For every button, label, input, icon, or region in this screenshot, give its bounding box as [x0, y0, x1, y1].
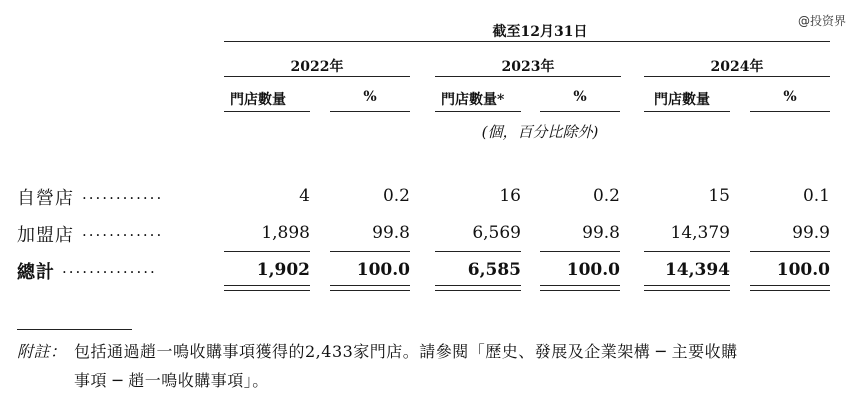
- total-double-rule-2024-count: [644, 290, 730, 291]
- cell-total-2023-pct: 100.0: [566, 260, 620, 280]
- total-top-rule-2023-pct: [540, 251, 620, 252]
- count-header-2024: 門店數量: [654, 92, 710, 108]
- row-leader-dots: ............: [82, 185, 164, 203]
- total-top-rule-2024-pct: [750, 251, 830, 252]
- sub-rule-pct-2023: [540, 111, 620, 112]
- footnote-label: 附註：: [17, 342, 67, 361]
- cell-total-2024-pct: 100.0: [776, 260, 830, 280]
- pct-header-2023: %: [573, 89, 587, 105]
- cell-franchise-2022-pct: 99.8: [372, 223, 410, 243]
- sub-rule-pct-2022: [330, 111, 410, 112]
- total-double-rule-2023-count: [435, 290, 521, 291]
- cell-self-2024-pct: 0.1: [802, 186, 830, 206]
- total-double-rule-2024-pct: [750, 285, 830, 286]
- cell-self-2023-count: 16: [499, 186, 521, 206]
- row-label-franchised: 加盟店: [17, 225, 74, 246]
- footnote-rule: [17, 329, 132, 330]
- cell-self-2022-pct: 0.2: [382, 186, 410, 206]
- year-rule-2023: [435, 76, 621, 77]
- cell-franchise-2023-pct: 99.8: [582, 223, 620, 243]
- count-header-2023: 門店數量*: [441, 92, 505, 108]
- footnote-line-1: 包括通過趙一鳴收購事項獲得的2,433家門店。請參閱「歷史、發展及企業架構 ─ 主要收購: [74, 342, 738, 361]
- total-double-rule-2022-pct: [330, 290, 410, 291]
- cell-franchise-2023-count: 6,569: [472, 223, 521, 243]
- year-2023: 2023年: [501, 59, 555, 75]
- total-top-rule-2024-count: [644, 251, 730, 252]
- cell-franchise-2024-pct: 99.9: [792, 223, 830, 243]
- sub-rule-count-2024: [644, 111, 730, 112]
- sub-rule-count-2022: [224, 111, 310, 112]
- total-double-rule-2022-count: [224, 290, 310, 291]
- cell-franchise-2022-count: 1,898: [261, 223, 310, 243]
- sub-rule-pct-2024: [750, 111, 830, 112]
- cell-total-2022-pct: 100.0: [356, 260, 410, 280]
- pct-header-2024: %: [783, 89, 797, 105]
- total-top-rule-2023-count: [435, 251, 521, 252]
- cell-franchise-2024-count: 14,379: [670, 223, 730, 243]
- pct-header-2022: %: [363, 89, 377, 105]
- total-top-rule-2022-pct: [330, 251, 410, 252]
- row-leader-dots: ..............: [62, 259, 157, 277]
- year-2022: 2022年: [290, 59, 344, 75]
- sub-rule-count-2023: [435, 111, 521, 112]
- year-rule-2024: [644, 76, 830, 77]
- cell-self-2024-count: 15: [708, 186, 730, 206]
- row-label-self-operated: 自營店: [17, 188, 74, 209]
- year-rule-2022: [224, 76, 410, 77]
- row-leader-dots: ............: [82, 222, 164, 240]
- footnote-line-2: 事項 ─ 趙一鳴收購事項」。: [74, 371, 269, 390]
- cell-self-2023-pct: 0.2: [592, 186, 620, 206]
- total-double-rule-2024-pct: [750, 290, 830, 291]
- row-label-total: 總計: [17, 262, 55, 283]
- cell-self-2022-count: 4: [299, 186, 310, 206]
- total-double-rule-2023-pct: [540, 285, 620, 286]
- count-header-2022: 門店數量: [230, 92, 286, 108]
- total-double-rule-2023-count: [435, 285, 521, 286]
- unit-note: (個，百分比除外): [481, 123, 599, 141]
- total-double-rule-2022-pct: [330, 285, 410, 286]
- total-double-rule-2023-pct: [540, 290, 620, 291]
- period-label: 截至12月31日: [492, 24, 588, 40]
- year-2024: 2024年: [710, 59, 764, 75]
- watermark-text: @投资界: [798, 14, 847, 28]
- cell-total-2022-count: 1,902: [256, 260, 310, 280]
- total-double-rule-2022-count: [224, 285, 310, 286]
- total-double-rule-2024-count: [644, 285, 730, 286]
- cell-total-2023-count: 6,585: [467, 260, 521, 280]
- period-rule: [224, 41, 830, 42]
- cell-total-2024-count: 14,394: [664, 260, 730, 280]
- total-top-rule-2022-count: [224, 251, 310, 252]
